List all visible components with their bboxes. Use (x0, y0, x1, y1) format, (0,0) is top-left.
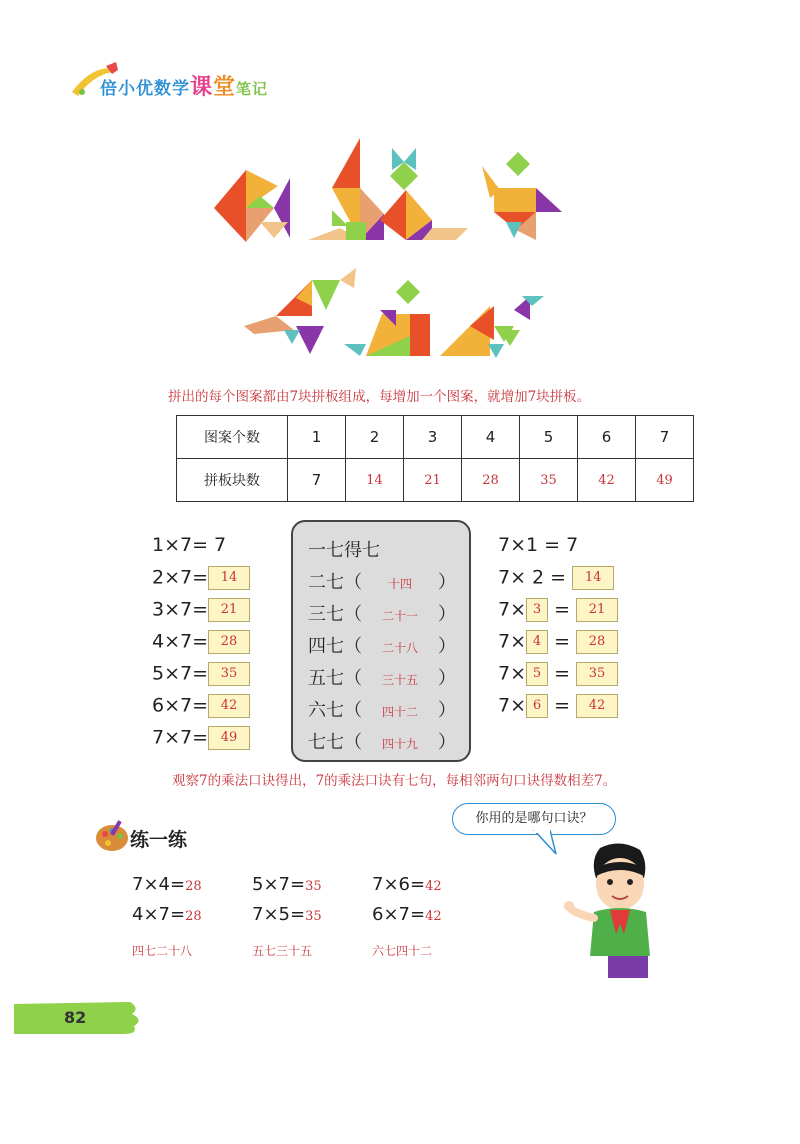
rhyme-fill: 三十五 (381, 673, 418, 687)
speech-bubble-tail-icon (530, 830, 560, 856)
practice-expr: 5×7= (252, 874, 306, 895)
table-row (177, 416, 694, 459)
brand-text-biji: 笔记 (236, 80, 269, 98)
practice-item (252, 904, 322, 925)
answer-box: 28 (208, 630, 250, 654)
practice-expr: 6×7= (372, 904, 426, 925)
practice-item (252, 874, 322, 895)
table-cell-answer: 42 (578, 459, 636, 502)
multiplier-box: 6 (526, 694, 548, 718)
tangram-figures-illustration (200, 130, 600, 370)
rhyme-fill: 四十二 (381, 705, 418, 719)
equation-right-6 (498, 694, 618, 718)
table-row (177, 459, 694, 502)
practice-rhyme: 四七二十八 (132, 944, 193, 958)
intro-text: 拼出的每个图案都由7块拼板组成，每增加一个图案，就增加7块拼板。 (168, 389, 591, 405)
equals-sign: = (554, 662, 570, 685)
rhyme-prefix: 三七（ (308, 604, 362, 625)
practice-answer: 28 (185, 909, 202, 924)
practice-answer: 42 (425, 909, 442, 924)
practice-rhyme: 五七三十五 (252, 944, 313, 958)
row-header-pieces: 拼板块数 (177, 459, 288, 502)
boy-illustration (560, 838, 670, 978)
tangram-figure-2 (308, 138, 384, 240)
equation-right-3 (498, 598, 618, 622)
equation-right-1: 7×1 = 7 (498, 534, 579, 556)
tangram-duck (440, 296, 544, 358)
equation-expr: 3×7= (152, 598, 209, 621)
rhyme-prefix: 二七（ (308, 572, 362, 593)
answer-box: 42 (576, 694, 618, 718)
equation-expr: 7× 2 = (498, 566, 567, 589)
practice-answer: 35 (305, 879, 322, 894)
rhyme-prefix: 五七（ (308, 668, 362, 689)
answer-box: 28 (576, 630, 618, 654)
rhyme-fill: 四十九 (381, 737, 418, 751)
table-cell: 3 (404, 416, 462, 459)
multiplier-box: 4 (526, 630, 548, 654)
multiplier-box: 3 (526, 598, 548, 622)
practice-expr: 7×4= (132, 874, 186, 895)
rhyme-prefix: 六七（ (308, 700, 362, 721)
page-number: 82 (64, 1008, 87, 1027)
rhyme-line-6 (308, 696, 456, 722)
table-cell-answer: 14 (346, 459, 404, 502)
equation-right-5 (498, 662, 618, 686)
observation-text: 观察7的乘法口诀得出，7的乘法口诀有七句，每相邻两句口诀得数相差7。 (172, 773, 617, 789)
equation-left-7 (152, 726, 250, 750)
table-cell: 6 (578, 416, 636, 459)
equation-left-3 (152, 598, 250, 622)
brand-title (100, 70, 268, 101)
practice-item (372, 904, 442, 925)
rhyme-suffix: ） (438, 636, 456, 657)
rhyme-suffix: ） (438, 732, 456, 753)
practice-item (132, 904, 202, 925)
table-cell: 2 (346, 416, 404, 459)
rhyme-line-4 (308, 632, 456, 658)
practice-item (132, 874, 202, 895)
equation-right-4 (498, 630, 618, 654)
rhyme-line-7 (308, 728, 456, 754)
answer-box: 14 (572, 566, 614, 590)
equation-expr: 7× (498, 630, 527, 653)
table-cell: 4 (462, 416, 520, 459)
tangram-figure-6 (344, 280, 430, 356)
answer-box: 35 (576, 662, 618, 686)
answer-box: 21 (576, 598, 618, 622)
rhyme-line-1: 一七得七 (308, 540, 380, 561)
equals-sign: = (554, 598, 570, 621)
equation-left-5 (152, 662, 250, 686)
equation-expr: 4×7= (152, 630, 209, 653)
practice-rhyme: 六七四十二 (372, 944, 433, 958)
row-header-count: 图案个数 (177, 416, 288, 459)
rhyme-line-5 (308, 664, 456, 690)
rhyme-suffix: ） (438, 604, 456, 625)
table-cell: 5 (520, 416, 578, 459)
rhyme-fill: 二十八 (381, 641, 418, 655)
rhyme-prefix: 四七（ (308, 636, 362, 657)
brand-text: 倍小优数学 (100, 79, 190, 99)
answer-box: 35 (208, 662, 250, 686)
brand-text-ke: 课 (190, 75, 214, 100)
equation-left-2 (152, 566, 250, 590)
table-cell-answer: 35 (520, 459, 578, 502)
answer-box: 21 (208, 598, 250, 622)
practice-answer: 35 (305, 909, 322, 924)
practice-item (372, 874, 442, 895)
multiplier-box: 5 (526, 662, 548, 686)
equation-expr: 7×7= (152, 726, 209, 749)
practice-expr: 4×7= (132, 904, 186, 925)
answer-box: 14 (208, 566, 250, 590)
equation-expr: 5×7= (152, 662, 209, 685)
equation-right-2 (498, 566, 614, 590)
practice-title: 练一练 (130, 829, 188, 851)
answer-box: 42 (208, 694, 250, 718)
brand-text-tang: 堂 (213, 75, 237, 100)
speech-bubble: 你用的是哪句口诀？ (452, 803, 616, 835)
palette-icon (94, 818, 130, 854)
equals-sign: = (554, 630, 570, 653)
rhyme-fill: 二十一 (381, 609, 418, 623)
rhyme-suffix: ） (438, 700, 456, 721)
tangram-fish (214, 170, 290, 242)
equation-expr: 7× (498, 598, 527, 621)
rhyme-prefix: 七七（ (308, 732, 362, 753)
equation-expr: 7× (498, 662, 527, 685)
rhyme-line-3 (308, 600, 456, 626)
equation-left-4 (152, 630, 250, 654)
rhyme-suffix: ） (438, 668, 456, 689)
equation-expr: 6×7= (152, 694, 209, 717)
answer-box: 49 (208, 726, 250, 750)
equation-expr: 7× (498, 694, 527, 717)
practice-answer: 42 (425, 879, 442, 894)
rhyme-fill: 十四 (387, 577, 412, 591)
rhyme-suffix: ） (438, 572, 456, 593)
table-cell: 7 (636, 416, 694, 459)
equation-expr: 2×7= (152, 566, 209, 589)
table-cell-answer: 28 (462, 459, 520, 502)
table-cell-answer: 49 (636, 459, 694, 502)
pieces-table (176, 415, 694, 502)
table-cell: 7 (288, 459, 346, 502)
rhyme-line-2 (308, 568, 456, 594)
table-cell-answer: 21 (404, 459, 462, 502)
practice-expr: 7×5= (252, 904, 306, 925)
equation-left-6 (152, 694, 250, 718)
practice-answer: 28 (185, 879, 202, 894)
equals-sign: = (554, 694, 570, 717)
equation-left-1: 1×7= 7 (152, 534, 227, 556)
tangram-bird (244, 268, 356, 354)
tangram-cat (380, 148, 468, 240)
table-cell: 1 (288, 416, 346, 459)
practice-expr: 7×6= (372, 874, 426, 895)
tangram-figure-4 (482, 152, 562, 240)
